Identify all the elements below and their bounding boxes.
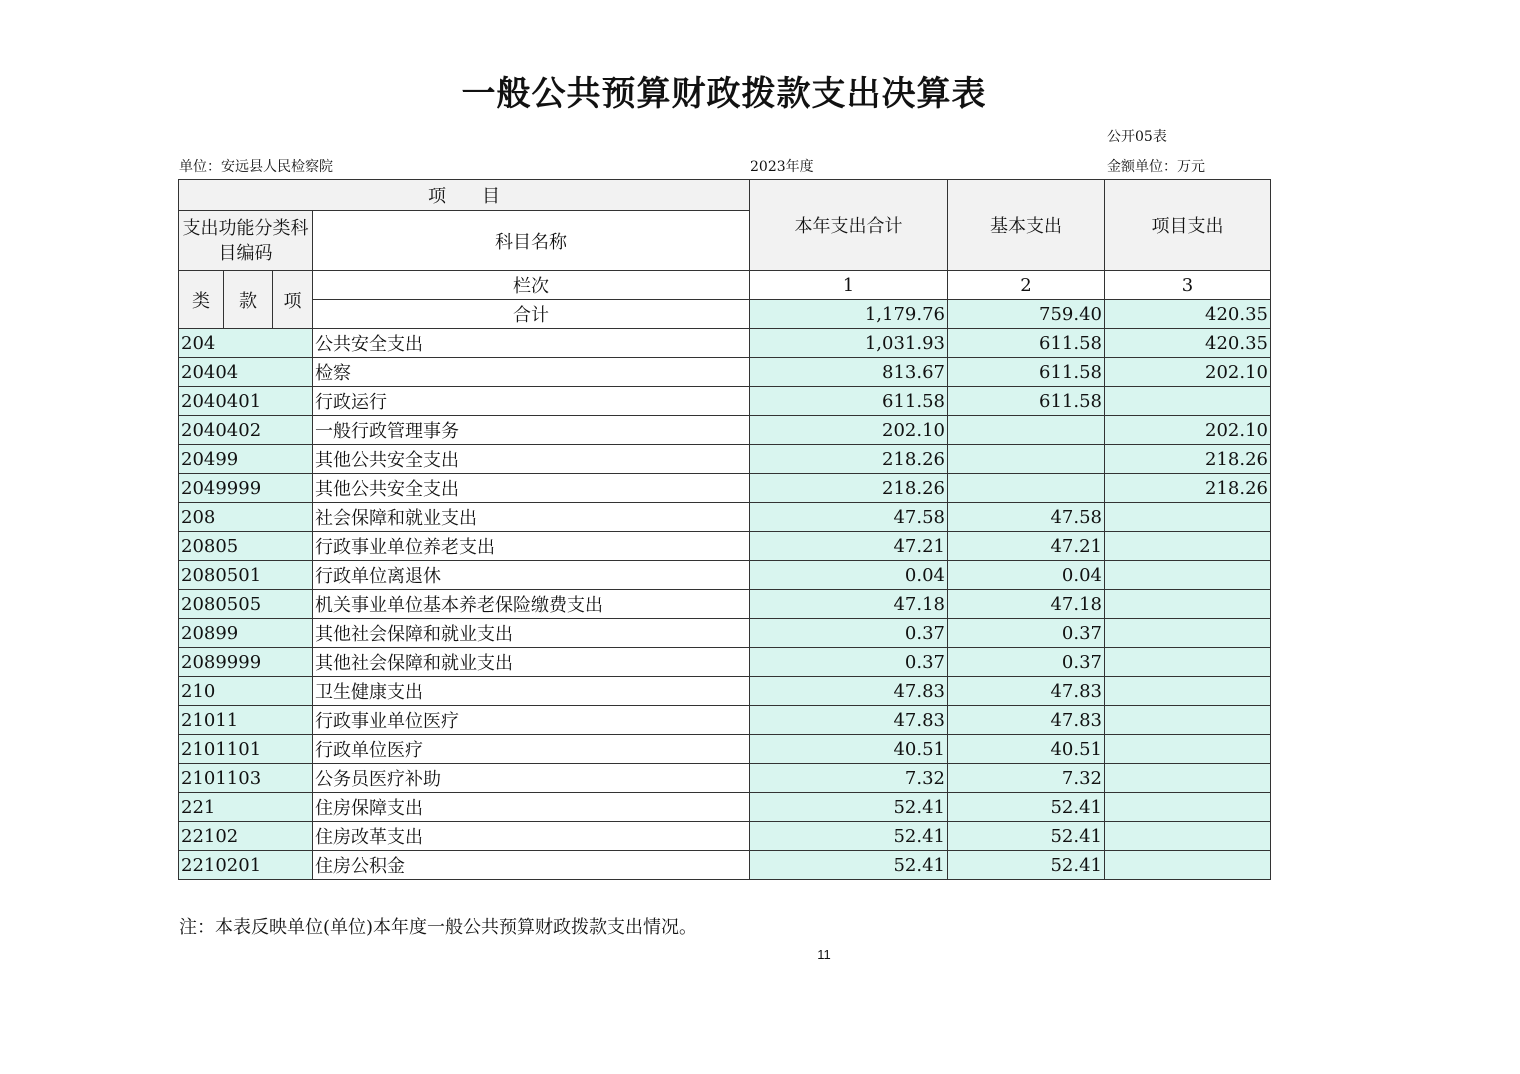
row-total: 1,031.93 (750, 329, 948, 358)
page-number: 11 (817, 947, 831, 962)
row-code: 204 (179, 329, 313, 358)
row-project (1105, 532, 1271, 561)
row-basic: 47.58 (948, 503, 1105, 532)
table-row (179, 561, 1271, 590)
row-project (1105, 677, 1271, 706)
row-total: 218.26 (750, 474, 948, 503)
row-project: 218.26 (1105, 474, 1271, 503)
col-number-1: 1 (750, 271, 948, 300)
row-code: 2080501 (179, 561, 313, 590)
row-name: 其他社会保障和就业支出 (313, 619, 750, 648)
row-basic: 611.58 (948, 387, 1105, 416)
table-note: 注：本表反映单位(单位)本年度一般公共预算财政拨款支出情况。 (179, 917, 698, 938)
row-name: 检察 (313, 358, 750, 387)
row-total: 7.32 (750, 764, 948, 793)
year-label: 2023年度 (750, 159, 814, 175)
table-row (179, 329, 1271, 358)
row-basic: 52.41 (948, 851, 1105, 880)
row-code: 20805 (179, 532, 313, 561)
row-name: 行政单位医疗 (313, 735, 750, 764)
row-basic (948, 474, 1105, 503)
row-basic: 611.58 (948, 358, 1105, 387)
row-total: 813.67 (750, 358, 948, 387)
row-total: 0.37 (750, 619, 948, 648)
row-basic: 40.51 (948, 735, 1105, 764)
row-name: 一般行政管理事务 (313, 416, 750, 445)
row-code: 210 (179, 677, 313, 706)
row-code: 2040402 (179, 416, 313, 445)
row-project: 202.10 (1105, 416, 1271, 445)
row-basic: 0.04 (948, 561, 1105, 590)
header-total: 本年支出合计 (750, 180, 948, 271)
row-project: 218.26 (1105, 445, 1271, 474)
table-row (179, 851, 1271, 880)
row-project (1105, 619, 1271, 648)
row-code: 22102 (179, 822, 313, 851)
row-name: 行政运行 (313, 387, 750, 416)
table-row (179, 445, 1271, 474)
row-project (1105, 851, 1271, 880)
row-name: 行政单位离退休 (313, 561, 750, 590)
header-kuan: 款 (224, 271, 273, 329)
row-basic: 47.18 (948, 590, 1105, 619)
row-code: 2040401 (179, 387, 313, 416)
header-name: 科目名称 (313, 211, 750, 271)
row-total: 52.41 (750, 851, 948, 880)
row-total: 0.37 (750, 648, 948, 677)
row-project: 420.35 (1105, 329, 1271, 358)
row-code: 20404 (179, 358, 313, 387)
row-code: 20499 (179, 445, 313, 474)
total-sum: 1,179.76 (750, 300, 948, 329)
row-project (1105, 735, 1271, 764)
row-project (1105, 822, 1271, 851)
row-basic (948, 416, 1105, 445)
row-total: 52.41 (750, 793, 948, 822)
row-basic: 7.32 (948, 764, 1105, 793)
header-code-group: 支出功能分类科目编码 (179, 211, 313, 271)
row-basic: 47.21 (948, 532, 1105, 561)
row-name: 机关事业单位基本养老保险缴费支出 (313, 590, 750, 619)
row-basic: 611.58 (948, 329, 1105, 358)
table-row (179, 619, 1271, 648)
row-basic: 52.41 (948, 822, 1105, 851)
col-number-2: 2 (948, 271, 1105, 300)
page-title: 一般公共预算财政拨款支出决算表 (461, 74, 987, 114)
row-name: 公共安全支出 (313, 329, 750, 358)
row-total: 47.21 (750, 532, 948, 561)
row-project (1105, 561, 1271, 590)
row-basic: 0.37 (948, 619, 1105, 648)
row-project: 202.10 (1105, 358, 1271, 387)
form-number: 公开05表 (1107, 129, 1167, 145)
row-project (1105, 764, 1271, 793)
row-total: 52.41 (750, 822, 948, 851)
table-row (179, 735, 1271, 764)
row-code: 208 (179, 503, 313, 532)
table-row (179, 677, 1271, 706)
row-code: 2049999 (179, 474, 313, 503)
row-name: 其他公共安全支出 (313, 445, 750, 474)
unit-label: 单位：安远县人民检察院 (179, 159, 333, 175)
table-row (179, 358, 1271, 387)
table-row (179, 503, 1271, 532)
row-project (1105, 648, 1271, 677)
row-project (1105, 706, 1271, 735)
table-row (179, 590, 1271, 619)
row-project (1105, 503, 1271, 532)
row-basic: 52.41 (948, 793, 1105, 822)
total-project: 420.35 (1105, 300, 1271, 329)
table-row (179, 706, 1271, 735)
row-project (1105, 793, 1271, 822)
row-total: 40.51 (750, 735, 948, 764)
row-total: 0.04 (750, 561, 948, 590)
row-code: 221 (179, 793, 313, 822)
row-name: 社会保障和就业支出 (313, 503, 750, 532)
row-name: 其他社会保障和就业支出 (313, 648, 750, 677)
expenditure-table (178, 179, 1271, 880)
header-basic: 基本支出 (948, 180, 1105, 271)
table-row (179, 764, 1271, 793)
row-code: 2089999 (179, 648, 313, 677)
row-basic: 47.83 (948, 677, 1105, 706)
row-code: 20899 (179, 619, 313, 648)
table-row (179, 793, 1271, 822)
row-code: 21011 (179, 706, 313, 735)
header-col-label: 栏次 (313, 271, 750, 300)
row-code: 2101103 (179, 764, 313, 793)
amount-unit-label: 金额单位：万元 (1107, 159, 1205, 175)
row-project (1105, 590, 1271, 619)
row-name: 住房公积金 (313, 851, 750, 880)
header-project: 项目支出 (1105, 180, 1271, 271)
table-row (179, 532, 1271, 561)
table-row (179, 648, 1271, 677)
col-number-3: 3 (1105, 271, 1271, 300)
row-basic: 0.37 (948, 648, 1105, 677)
header-xiang: 项 (273, 271, 313, 329)
row-name: 行政事业单位医疗 (313, 706, 750, 735)
row-total: 47.83 (750, 677, 948, 706)
row-name: 住房改革支出 (313, 822, 750, 851)
row-project (1105, 387, 1271, 416)
row-total: 202.10 (750, 416, 948, 445)
header-item: 项 目 (179, 180, 750, 211)
row-code: 2080505 (179, 590, 313, 619)
row-code: 2101101 (179, 735, 313, 764)
row-total: 611.58 (750, 387, 948, 416)
row-name: 公务员医疗补助 (313, 764, 750, 793)
row-name: 卫生健康支出 (313, 677, 750, 706)
row-name: 住房保障支出 (313, 793, 750, 822)
row-total: 47.83 (750, 706, 948, 735)
row-total: 218.26 (750, 445, 948, 474)
table-row (179, 822, 1271, 851)
row-name: 行政事业单位养老支出 (313, 532, 750, 561)
row-name: 其他公共安全支出 (313, 474, 750, 503)
table-row (179, 416, 1271, 445)
header-lei: 类 (179, 271, 224, 329)
table-row (179, 387, 1271, 416)
total-label: 合计 (313, 300, 750, 329)
row-basic (948, 445, 1105, 474)
row-basic: 47.83 (948, 706, 1105, 735)
row-total: 47.58 (750, 503, 948, 532)
table-row (179, 474, 1271, 503)
row-code: 2210201 (179, 851, 313, 880)
total-basic: 759.40 (948, 300, 1105, 329)
row-total: 47.18 (750, 590, 948, 619)
